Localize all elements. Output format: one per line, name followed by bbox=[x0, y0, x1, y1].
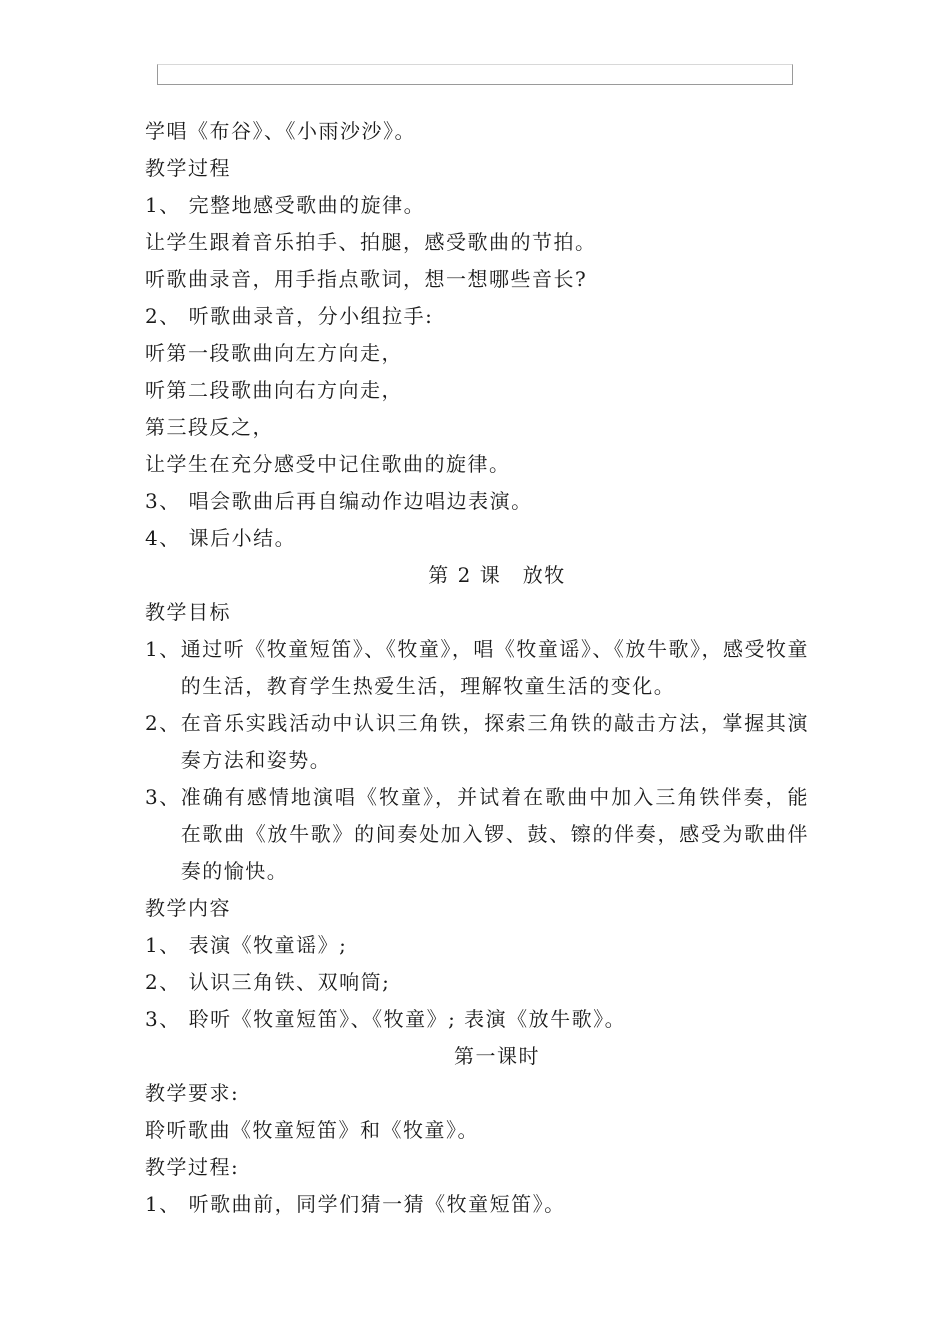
header-box bbox=[157, 64, 793, 85]
goal-text: 通过听《牧童短笛》、《牧童》，唱《牧童谣》、《放牛歌》，感受牧童的生活，教育学生热爱生活，理解牧童生活的变化。 bbox=[180, 637, 809, 698]
paragraph: 学唱《布谷》、《小雨沙沙》。 bbox=[145, 119, 416, 143]
paragraph: 听歌曲录音，用手指点歌词，想一想哪些音长? bbox=[145, 267, 588, 291]
list-item: 2、 认识三角铁、双响筒; bbox=[145, 970, 391, 994]
paragraph: 让学生跟着音乐拍手、拍腿，感受歌曲的节拍。 bbox=[145, 230, 597, 254]
section-heading: 教学过程 bbox=[145, 156, 231, 180]
paragraph: 聆听歌曲《牧童短笛》和《牧童》。 bbox=[145, 1118, 479, 1142]
document-body bbox=[145, 113, 809, 1223]
list-item: 4、 课后小结。 bbox=[145, 526, 297, 550]
paragraph: 听第一段歌曲向左方向走， bbox=[145, 341, 403, 365]
paragraph: 让学生在充分感受中记住歌曲的旋律。 bbox=[145, 452, 511, 476]
list-item: 1、 听歌曲前，同学们猜一猜《牧童短笛》。 bbox=[145, 1192, 566, 1216]
goal-number: 1、 bbox=[145, 637, 181, 661]
goal-item bbox=[145, 631, 809, 705]
list-item: 2、 听歌曲录音，分小组拉手: bbox=[145, 304, 434, 328]
period-title: 第一课时 bbox=[454, 1044, 540, 1068]
goal-text: 准确有感情地演唱《牧童》，并试着在歌曲中加入三角铁伴奏，能在歌曲《放牛歌》的间奏处加入锣、鼓、镲的伴奏，感受为歌曲伴奏的愉快。 bbox=[180, 785, 809, 883]
list-item: 3、 唱会歌曲后再自编动作边唱边表演。 bbox=[145, 489, 533, 513]
goal-number: 2、 bbox=[145, 711, 181, 735]
paragraph: 听第二段歌曲向右方向走， bbox=[145, 378, 403, 402]
goal-number: 3、 bbox=[145, 785, 181, 809]
section-heading: 教学目标 bbox=[145, 600, 231, 624]
goal-item bbox=[145, 779, 809, 890]
goal-item bbox=[145, 705, 809, 779]
paragraph: 第三段反之， bbox=[145, 415, 274, 439]
list-item: 1、 表演《牧童谣》; bbox=[145, 933, 348, 957]
section-heading: 教学内容 bbox=[145, 896, 231, 920]
goal-text: 在音乐实践活动中认识三角铁，探索三角铁的敲击方法，掌握其演奏方法和姿势。 bbox=[180, 711, 809, 772]
section-heading: 教学过程: bbox=[145, 1155, 240, 1179]
list-item: 3、 聆听《牧童短笛》、《牧童》; 表演《放牛歌》。 bbox=[145, 1007, 627, 1031]
section-heading: 教学要求: bbox=[145, 1081, 240, 1105]
lesson-title: 第 2 课 放牧 bbox=[428, 563, 566, 587]
list-item: 1、 完整地感受歌曲的旋律。 bbox=[145, 193, 426, 217]
